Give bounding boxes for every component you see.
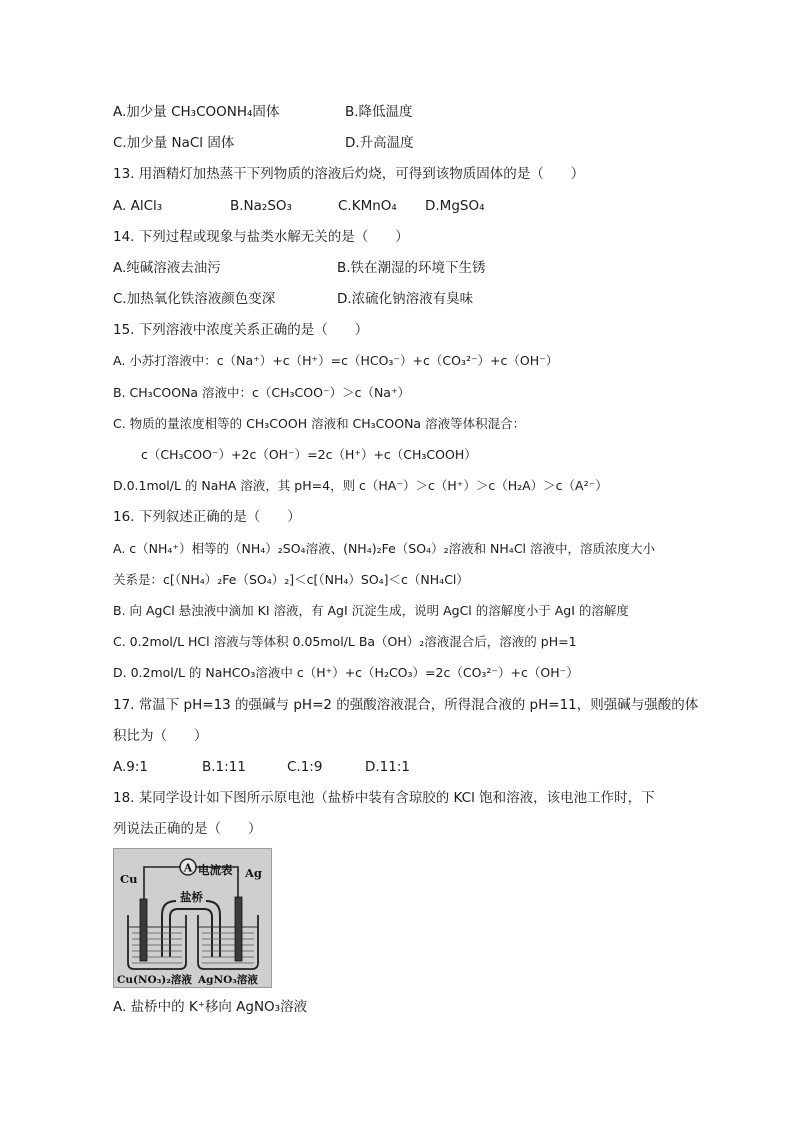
q14-option-b: B.铁在潮湿的环境下生锈 xyxy=(337,260,486,276)
q14-option-d: D.浓硫化钠溶液有臭味 xyxy=(337,291,474,307)
q17-option-b: B.1:11 xyxy=(202,759,246,775)
q18-stem-line2: 列说法正确的是（ ） xyxy=(113,821,262,837)
q17-option-c: C.1:9 xyxy=(287,759,323,775)
q15-option-d: D.0.1mol/L 的 NaHA 溶液，其 pH=4，则 c（HA⁻）＞c（H⁺）＞c（H₂A）＞c（A²⁻） xyxy=(113,478,608,493)
q18-option-a: A. 盐桥中的 K⁺移向 AgNO₃溶液 xyxy=(113,999,308,1015)
ammeter-symbol: A xyxy=(183,861,193,875)
cu-electrode-label: Cu xyxy=(120,872,138,886)
q13-option-c: C.KMnO₄ xyxy=(338,198,397,214)
right-solution-hatching xyxy=(202,933,254,963)
q14-stem: 14. 下列过程或现象与盐类水解无关的是（ ） xyxy=(113,229,409,245)
q13-stem: 13. 用酒精灯加热蒸干下列物质的溶液后灼烧，可得到该物质固体的是（ ） xyxy=(113,166,585,182)
q14-option-a: A.纯碱溶液去油污 xyxy=(113,260,221,276)
q15-option-b: B. CH₃COONa 溶液中：c（CH₃COO⁻）＞c（Na⁺） xyxy=(113,385,411,400)
q12-option-c: C.加少量 NaCl 固体 xyxy=(113,135,235,151)
right-solution-label: AgNO₃溶液 xyxy=(198,974,258,986)
q16-option-a-line1: A. c（NH₄⁺）相等的（NH₄）₂SO₄溶液、(NH₄)₂Fe（SO₄）₂溶液和 NH₄Cl 溶液中，溶质浓度大小 xyxy=(113,541,655,556)
ag-electrode-label: Ag xyxy=(245,866,262,880)
left-solution-label: Cu(NO₃)₂溶液 xyxy=(117,974,192,986)
q17-option-d: D.11:1 xyxy=(365,759,411,775)
left-beaker xyxy=(128,915,186,969)
q13-option-b: B.Na₂SO₃ xyxy=(230,198,292,214)
q15-option-c: C. 物质的量浓度相等的 CH₃COOH 溶液和 CH₃COONa 溶液等体积混合： xyxy=(113,416,526,431)
q16-option-a-line2: 关系是：c[（NH₄）₂Fe（SO₄）₂]＜c[（NH₄）SO₄]＜c（NH₄Cl） xyxy=(113,572,469,587)
q18-stem-line1: 18. 某同学设计如下图所示原电池（盐桥中装有含琼胶的 KCl 饱和溶液，该电池工作时，下 xyxy=(113,790,655,806)
q17-option-a: A.9:1 xyxy=(113,759,149,775)
left-wire xyxy=(144,867,180,901)
galvanic-cell-figure xyxy=(113,848,272,988)
galvanic-cell-diagram xyxy=(114,849,271,987)
q12-option-d: D.升高温度 xyxy=(345,135,414,151)
q12-option-a: A.加少量 CH₃COONH₄固体 xyxy=(113,104,280,120)
left-solution-hatching xyxy=(132,933,182,963)
q16-option-d: D. 0.2mol/L 的 NaHCO₃溶液中 c（H⁺）+c（H₂CO₃）=2c（CO₃²⁻）+c（OH⁻） xyxy=(113,665,579,680)
cu-electrode xyxy=(140,899,147,961)
right-beaker xyxy=(198,915,258,969)
ammeter-label: 电流表 xyxy=(198,863,233,877)
q12-option-b: B.降低温度 xyxy=(345,104,413,120)
salt-bridge-label: 盐桥 xyxy=(180,890,203,904)
q14-option-c: C.加热氧化铁溶液颜色变深 xyxy=(113,291,276,307)
q16-stem: 16. 下列叙述正确的是（ ） xyxy=(113,509,301,525)
q16-option-c: C. 0.2mol/L HCl 溶液与等体积 0.05mol/L Ba（OH）₂溶液混合后，溶液的 pH=1 xyxy=(113,634,577,649)
q15-option-a: A. 小苏打溶液中：c（Na⁺）+c（H⁺）=c（HCO₃⁻）+c（CO₃²⁻）+c（OH⁻） xyxy=(113,353,559,368)
q13-option-d: D.MgSO₄ xyxy=(425,198,485,214)
q15-option-c-equation: c（CH₃COO⁻）+2c（OH⁻）=2c（H⁺）+c（CH₃COOH） xyxy=(141,447,477,462)
q17-stem-line1: 17. 常温下 pH=13 的强碱与 pH=2 的强酸溶液混合，所得混合液的 pH=11，则强碱与强酸的体 xyxy=(113,697,699,713)
q13-option-a: A. AlCl₃ xyxy=(113,198,163,214)
ag-electrode xyxy=(235,897,242,961)
q16-option-b: B. 向 AgCl 悬浊液中滴加 KI 溶液，有 AgI 沉淀生成，说明 AgCl 的溶解度小于 AgI 的溶解度 xyxy=(113,603,629,618)
q17-stem-line2: 积比为（ ） xyxy=(113,728,208,744)
q15-stem: 15. 下列溶液中浓度关系正确的是（ ） xyxy=(113,322,369,338)
